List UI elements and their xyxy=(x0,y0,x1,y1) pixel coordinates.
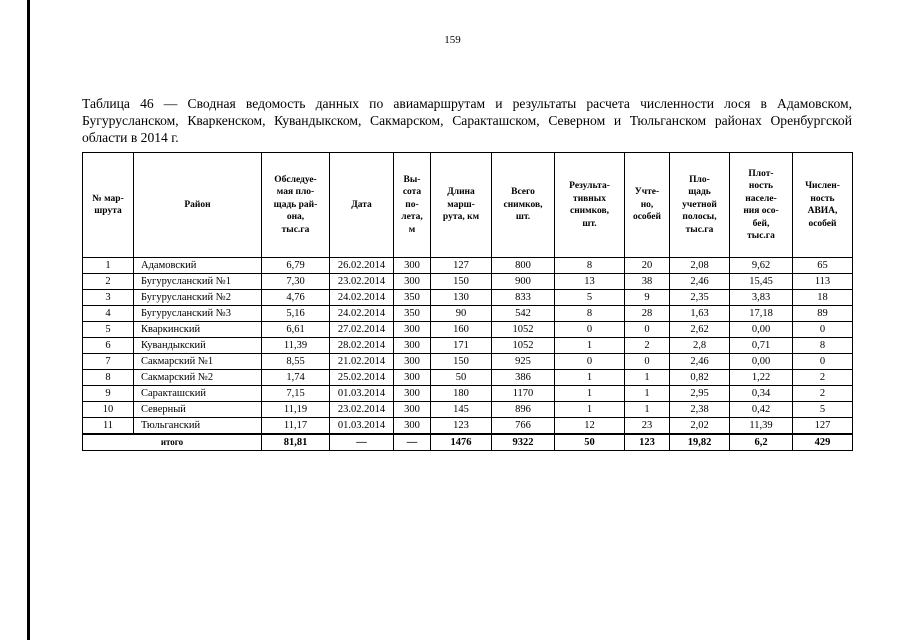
cell-district: Северный xyxy=(134,402,262,418)
cell-route-length: 127 xyxy=(431,258,492,274)
cell-effective-photos: 12 xyxy=(555,418,625,435)
cell-abundance: 65 xyxy=(793,258,853,274)
cell-effective-photos: 1 xyxy=(555,402,625,418)
cell-counted: 38 xyxy=(625,274,670,290)
cell-district: Саракташский xyxy=(134,386,262,402)
cell-survey-date: 26.02.2014 xyxy=(330,258,394,274)
cell-flight-height: 300 xyxy=(394,338,431,354)
cell-abundance: 127 xyxy=(793,418,853,435)
cell-effective-photos: 8 xyxy=(555,306,625,322)
table-row xyxy=(83,418,853,435)
cell-route-number: 11 xyxy=(83,418,134,435)
cell-surveyed-area: 11,39 xyxy=(262,338,330,354)
cell-district: Сакмарский №2 xyxy=(134,370,262,386)
cell-flight-height: 350 xyxy=(394,306,431,322)
col-header-density: Плот- ность населе- ния осо- бей, тыс.га xyxy=(730,153,793,258)
cell-district: Сакмарский №1 xyxy=(134,354,262,370)
cell-flight-height: 350 xyxy=(394,290,431,306)
cell-flight-height: 300 xyxy=(394,322,431,338)
page-number: 159 xyxy=(444,34,461,46)
cell-counted: 1 xyxy=(625,370,670,386)
cell-route-length: 90 xyxy=(431,306,492,322)
cell-density: 0,00 xyxy=(730,322,793,338)
cell-survey-date: 28.02.2014 xyxy=(330,338,394,354)
cell-strip-area: 2,46 xyxy=(670,274,730,290)
table-row xyxy=(83,306,853,322)
cell-survey-date: 25.02.2014 xyxy=(330,370,394,386)
cell-flight-height: 300 xyxy=(394,402,431,418)
cell-route-number: 2 xyxy=(83,274,134,290)
cell-abundance: 0 xyxy=(793,354,853,370)
cell-route-length: 150 xyxy=(431,274,492,290)
cell-abundance: 89 xyxy=(793,306,853,322)
cell-district: Бугурусланский №2 xyxy=(134,290,262,306)
cell-route-length: 180 xyxy=(431,386,492,402)
total-length: 1476 xyxy=(431,434,492,451)
cell-surveyed-area: 8,55 xyxy=(262,354,330,370)
col-header-effective-photos: Результа- тивных снимков, шт. xyxy=(555,153,625,258)
total-date: — xyxy=(330,434,394,451)
cell-effective-photos: 1 xyxy=(555,338,625,354)
cell-strip-area: 2,38 xyxy=(670,402,730,418)
cell-density: 15,45 xyxy=(730,274,793,290)
cell-district: Бугурусланский №3 xyxy=(134,306,262,322)
cell-total-photos: 386 xyxy=(492,370,555,386)
cell-counted: 28 xyxy=(625,306,670,322)
total-height: — xyxy=(394,434,431,451)
cell-effective-photos: 0 xyxy=(555,322,625,338)
cell-survey-date: 01.03.2014 xyxy=(330,418,394,435)
cell-surveyed-area: 11,19 xyxy=(262,402,330,418)
table-row xyxy=(83,402,853,418)
cell-flight-height: 300 xyxy=(394,418,431,435)
cell-effective-photos: 5 xyxy=(555,290,625,306)
table-row xyxy=(83,274,853,290)
cell-abundance: 2 xyxy=(793,386,853,402)
total-photos: 9322 xyxy=(492,434,555,451)
cell-strip-area: 2,62 xyxy=(670,322,730,338)
cell-density: 0,71 xyxy=(730,338,793,354)
cell-route-length: 171 xyxy=(431,338,492,354)
table-row xyxy=(83,338,853,354)
cell-density: 0,34 xyxy=(730,386,793,402)
cell-effective-photos: 13 xyxy=(555,274,625,290)
cell-abundance: 18 xyxy=(793,290,853,306)
cell-total-photos: 800 xyxy=(492,258,555,274)
moose-count-table xyxy=(82,152,853,451)
cell-route-number: 4 xyxy=(83,306,134,322)
cell-total-photos: 900 xyxy=(492,274,555,290)
cell-abundance: 0 xyxy=(793,322,853,338)
table-row xyxy=(83,258,853,274)
total-area: 81,81 xyxy=(262,434,330,451)
cell-flight-height: 300 xyxy=(394,354,431,370)
cell-density: 1,22 xyxy=(730,370,793,386)
header-row xyxy=(83,153,853,258)
cell-counted: 20 xyxy=(625,258,670,274)
cell-surveyed-area: 6,61 xyxy=(262,322,330,338)
cell-density: 11,39 xyxy=(730,418,793,435)
cell-strip-area: 0,82 xyxy=(670,370,730,386)
total-counted: 123 xyxy=(625,434,670,451)
cell-route-length: 130 xyxy=(431,290,492,306)
cell-effective-photos: 1 xyxy=(555,370,625,386)
binding-rule xyxy=(27,0,30,640)
cell-surveyed-area: 5,16 xyxy=(262,306,330,322)
cell-route-number: 9 xyxy=(83,386,134,402)
total-density: 6,2 xyxy=(730,434,793,451)
cell-flight-height: 300 xyxy=(394,258,431,274)
cell-district: Бугурусланский №1 xyxy=(134,274,262,290)
cell-density: 17,18 xyxy=(730,306,793,322)
cell-survey-date: 01.03.2014 xyxy=(330,386,394,402)
cell-total-photos: 833 xyxy=(492,290,555,306)
cell-survey-date: 23.02.2014 xyxy=(330,274,394,290)
cell-total-photos: 1052 xyxy=(492,338,555,354)
cell-counted: 23 xyxy=(625,418,670,435)
total-strip-area: 19,82 xyxy=(670,434,730,451)
cell-abundance: 113 xyxy=(793,274,853,290)
cell-route-number: 7 xyxy=(83,354,134,370)
cell-route-number: 3 xyxy=(83,290,134,306)
cell-effective-photos: 1 xyxy=(555,386,625,402)
cell-total-photos: 925 xyxy=(492,354,555,370)
cell-surveyed-area: 7,15 xyxy=(262,386,330,402)
table-row xyxy=(83,386,853,402)
cell-surveyed-area: 7,30 xyxy=(262,274,330,290)
table-row xyxy=(83,370,853,386)
table-row xyxy=(83,322,853,338)
cell-density: 0,00 xyxy=(730,354,793,370)
col-header-district: Район xyxy=(134,153,262,258)
cell-total-photos: 1052 xyxy=(492,322,555,338)
col-header-flight-height: Вы- сота по- лета, м xyxy=(394,153,431,258)
total-row xyxy=(83,434,853,451)
cell-route-length: 150 xyxy=(431,354,492,370)
cell-survey-date: 27.02.2014 xyxy=(330,322,394,338)
cell-counted: 1 xyxy=(625,402,670,418)
cell-strip-area: 1,63 xyxy=(670,306,730,322)
cell-survey-date: 24.02.2014 xyxy=(330,306,394,322)
cell-counted: 0 xyxy=(625,354,670,370)
cell-counted: 1 xyxy=(625,386,670,402)
cell-route-length: 145 xyxy=(431,402,492,418)
cell-survey-date: 24.02.2014 xyxy=(330,290,394,306)
total-label: итого xyxy=(83,434,262,451)
cell-strip-area: 2,02 xyxy=(670,418,730,435)
col-header-date: Дата xyxy=(330,153,394,258)
cell-counted: 0 xyxy=(625,322,670,338)
col-header-surveyed-area: Обследуе- мая пло- щадь рай- она, тыс.га xyxy=(262,153,330,258)
cell-route-length: 160 xyxy=(431,322,492,338)
cell-route-number: 10 xyxy=(83,402,134,418)
cell-route-number: 1 xyxy=(83,258,134,274)
cell-surveyed-area: 1,74 xyxy=(262,370,330,386)
cell-surveyed-area: 6,79 xyxy=(262,258,330,274)
cell-strip-area: 2,95 xyxy=(670,386,730,402)
col-header-route: № мар- шрута xyxy=(83,153,134,258)
cell-surveyed-area: 4,76 xyxy=(262,290,330,306)
cell-effective-photos: 8 xyxy=(555,258,625,274)
cell-density: 9,62 xyxy=(730,258,793,274)
table-row xyxy=(83,354,853,370)
cell-strip-area: 2,46 xyxy=(670,354,730,370)
cell-survey-date: 21.02.2014 xyxy=(330,354,394,370)
cell-route-number: 8 xyxy=(83,370,134,386)
cell-density: 0,42 xyxy=(730,402,793,418)
cell-district: Кваркинский xyxy=(134,322,262,338)
cell-district: Адамовский xyxy=(134,258,262,274)
cell-abundance: 8 xyxy=(793,338,853,354)
cell-route-length: 50 xyxy=(431,370,492,386)
col-header-counted: Учте- но, особей xyxy=(625,153,670,258)
cell-flight-height: 300 xyxy=(394,386,431,402)
total-abundance: 429 xyxy=(793,434,853,451)
cell-abundance: 5 xyxy=(793,402,853,418)
cell-flight-height: 300 xyxy=(394,274,431,290)
table-row xyxy=(83,290,853,306)
cell-abundance: 2 xyxy=(793,370,853,386)
cell-strip-area: 2,8 xyxy=(670,338,730,354)
cell-survey-date: 23.02.2014 xyxy=(330,402,394,418)
cell-flight-height: 300 xyxy=(394,370,431,386)
cell-strip-area: 2,35 xyxy=(670,290,730,306)
cell-route-number: 6 xyxy=(83,338,134,354)
col-header-route-length: Длина марш- рута, км xyxy=(431,153,492,258)
cell-total-photos: 542 xyxy=(492,306,555,322)
col-header-total-photos: Всего снимков, шт. xyxy=(492,153,555,258)
cell-route-number: 5 xyxy=(83,322,134,338)
total-effective: 50 xyxy=(555,434,625,451)
cell-effective-photos: 0 xyxy=(555,354,625,370)
cell-counted: 9 xyxy=(625,290,670,306)
cell-total-photos: 1170 xyxy=(492,386,555,402)
col-header-strip-area: Пло- щадь учетной полосы, тыс.га xyxy=(670,153,730,258)
cell-total-photos: 766 xyxy=(492,418,555,435)
col-header-abundance: Числен- ность АВИА, особей xyxy=(793,153,853,258)
cell-total-photos: 896 xyxy=(492,402,555,418)
cell-strip-area: 2,08 xyxy=(670,258,730,274)
table-caption: Таблица 46 — Сводная ведомость данных по авиамаршрутам и результаты расчета численности лося в Адамовском, Бугурусланском, Кваркенском, Кувандыкском, Сакмарском, Саракташском, Северном и Тюльганском районах Оренбургской области в 2014 г. xyxy=(82,96,852,145)
cell-route-length: 123 xyxy=(431,418,492,435)
cell-surveyed-area: 11,17 xyxy=(262,418,330,435)
cell-district: Кувандыкский xyxy=(134,338,262,354)
cell-density: 3,83 xyxy=(730,290,793,306)
cell-counted: 2 xyxy=(625,338,670,354)
cell-district: Тюльганский xyxy=(134,418,262,435)
